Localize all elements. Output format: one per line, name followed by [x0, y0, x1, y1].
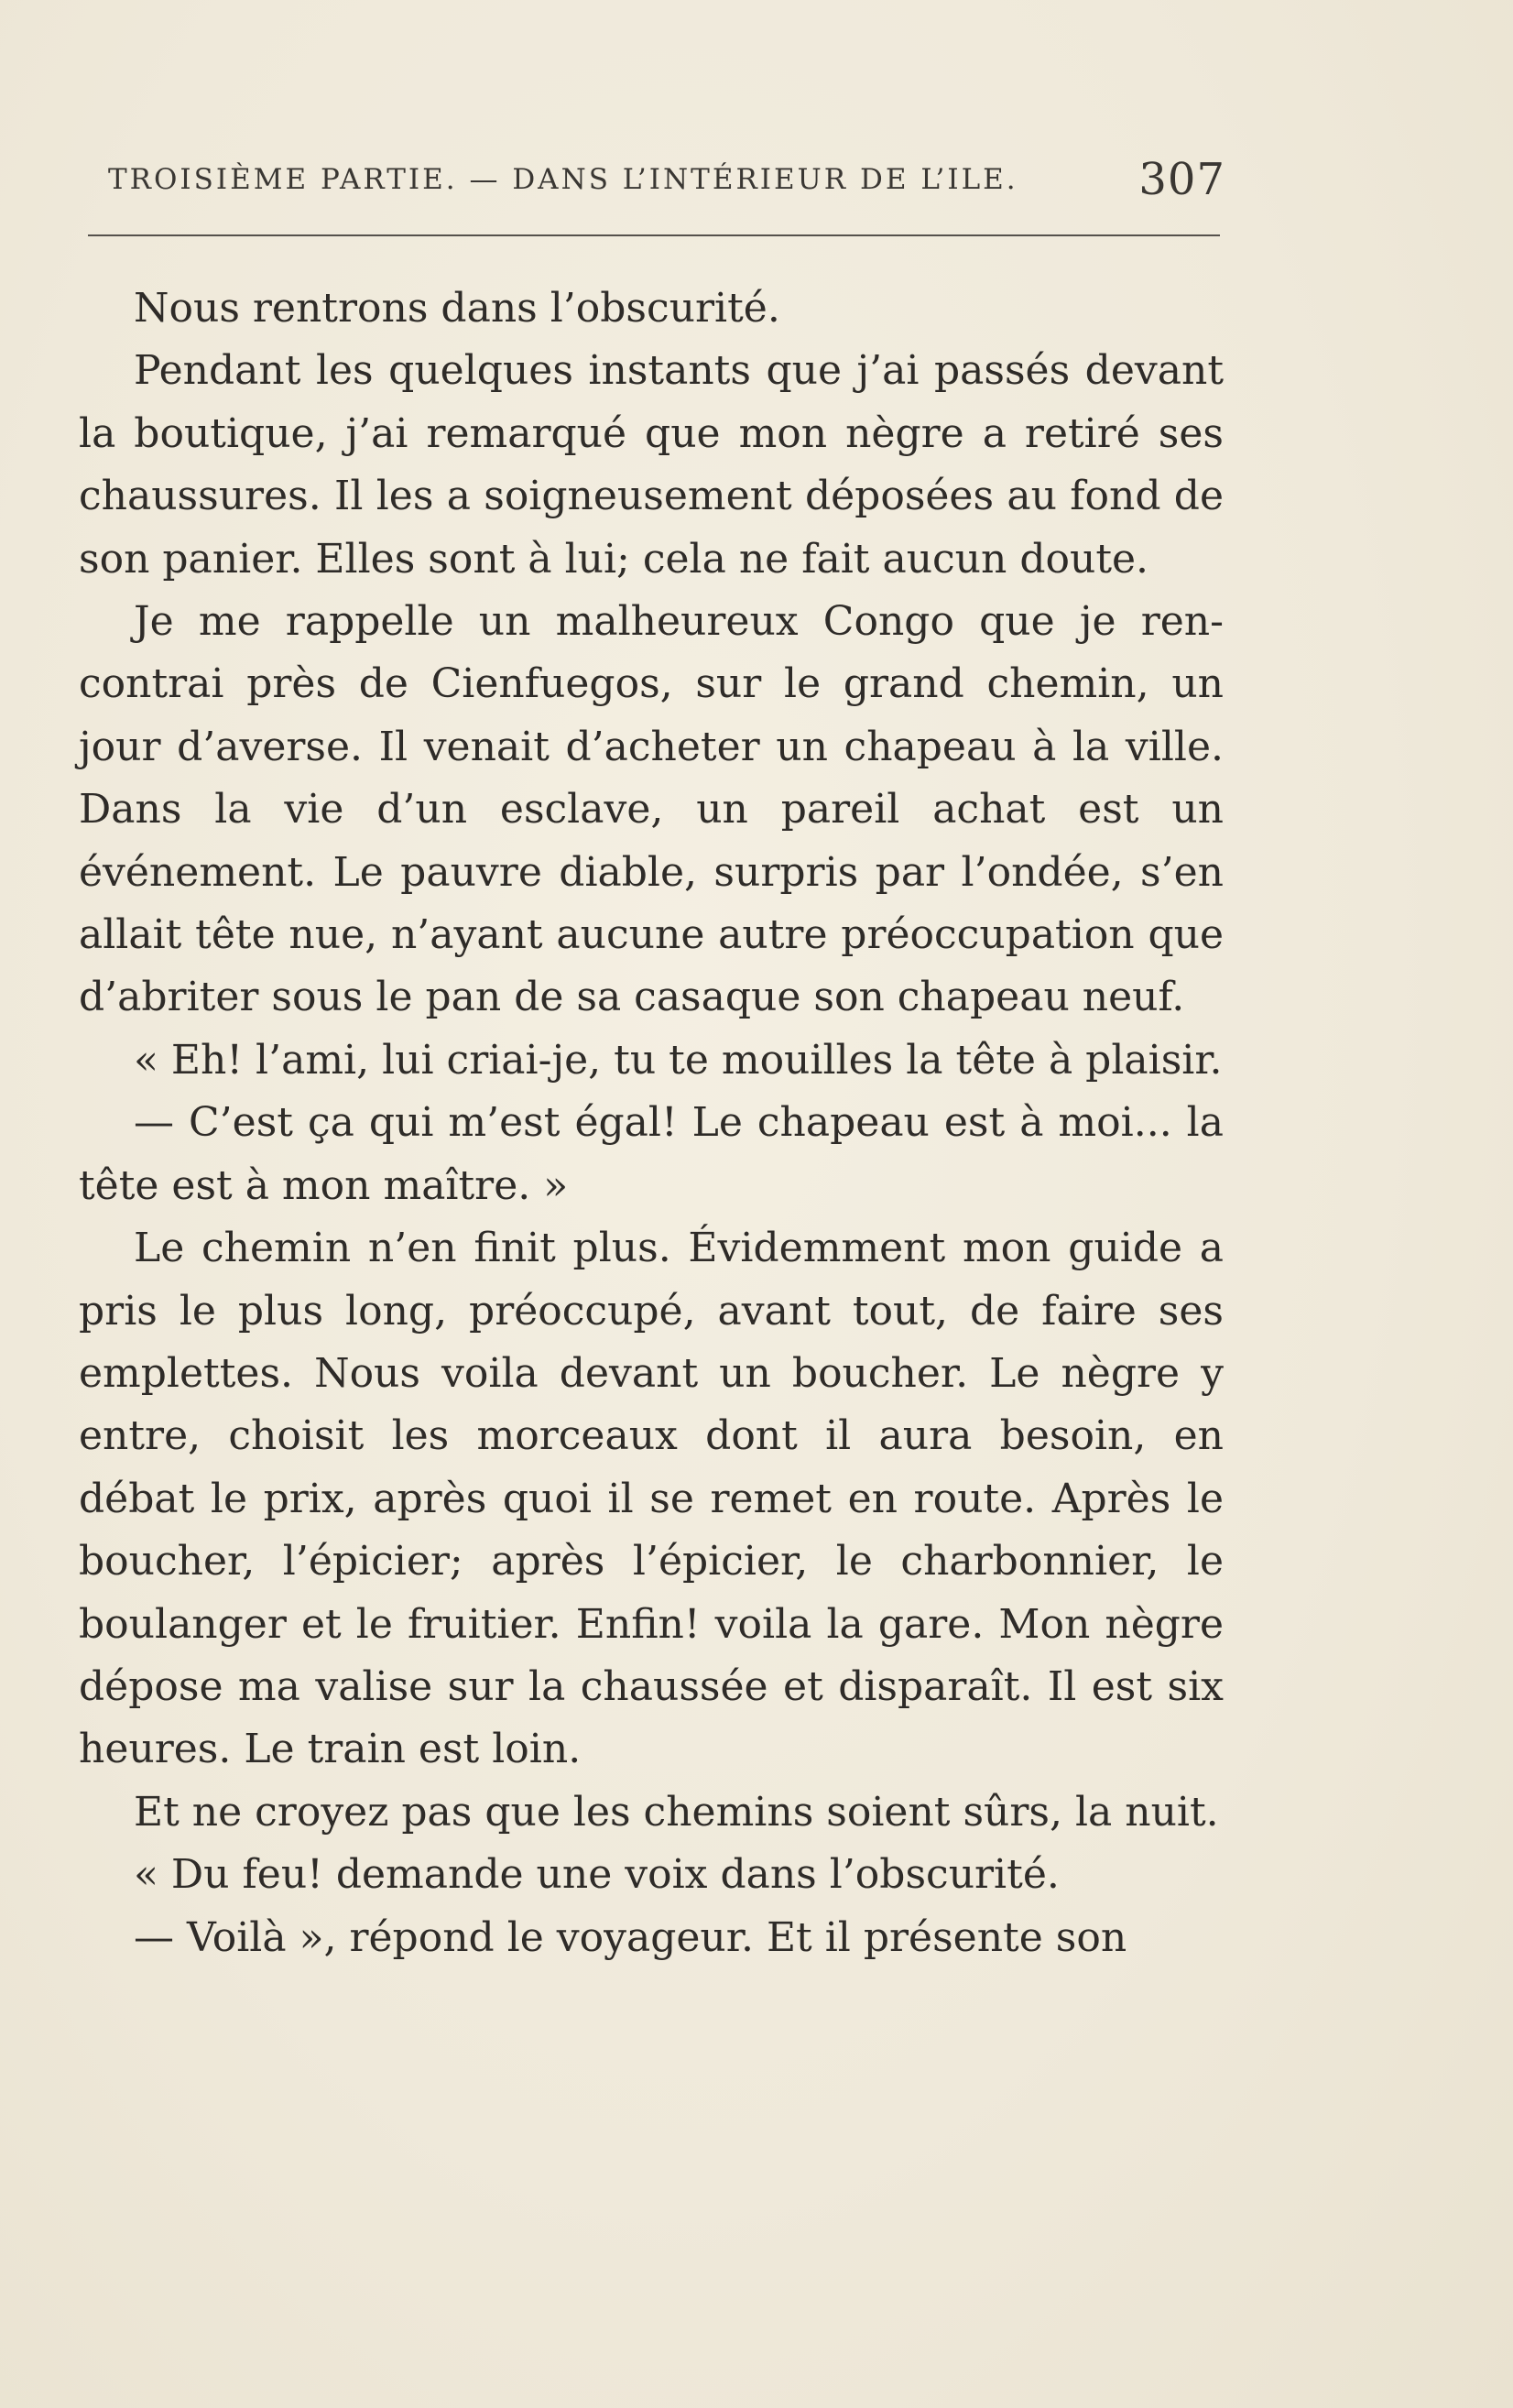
page-header [108, 154, 1225, 209]
running-title: TROISIÈME PARTIE. — DANS L’INTÉRIEUR DE L’ILE. [108, 163, 1018, 196]
paragraph: Et ne croyez pas que les chemins soient sûrs, la nuit. [134, 1788, 1219, 1836]
body-text [79, 278, 1224, 1969]
paragraph: Le chemin n’en finit plus. Évidemment mon guide a pris le plus long, préoccupé, avant tout, de faire ses emplettes. Nous voila devant un boucher. Le nègre y entre, choisit les morceaux dont il aura besoin, en débat le prix, après quoi il se remet en route. Après le boucher, l’épicier; après l’épicier, le charbonnier, le boulanger et le fruitier. Enfin! voila la gare. Mon nègre dépose ma valise sur la chaussée et disparaît. Il est six heures. Le train est loin. [79, 1225, 1224, 1773]
paragraph: « Du feu! demande une voix dans l’obscurité. [134, 1851, 1060, 1899]
paragraph: — C’est ça qui m’est égal! Le chapeau est à moi... la tête est à mon maître. » [79, 1099, 1224, 1209]
paragraph: Nous rentrons dans l’obscurité. [134, 285, 780, 332]
paragraph: Pendant les quelques instants que j’ai passés devant la boutique, j’ai remarqué que mon nègre a retiré ses chaussures. Il les a soigneusement déposées au fond de son panier. Elles sont à lui; cela ne fait aucun doute. [79, 347, 1224, 583]
header-rule [88, 234, 1220, 236]
paragraph: — Voilà », répond le voyageur. Et il présente son [134, 1913, 1127, 1961]
page-number: 307 [1138, 154, 1225, 205]
paragraph: Je me rappelle un malheureux Congo que je rencontrai près de Cienfuegos, sur le grand chemin, un jour d’averse. Il venait d’acheter un chapeau à la ville. Dans la vie d’un esclave, un pareil achat est un événement. Le pauvre diable, surpris par l’ondée, s’en allait tête nue, n’ayant aucune autre préoccupation que d’abriter sous le pan de sa casaque son chapeau neuf. [79, 598, 1224, 1021]
paragraph: « Eh! l’ami, lui criai-je, tu te mouilles la tête à plaisir. [134, 1036, 1223, 1084]
